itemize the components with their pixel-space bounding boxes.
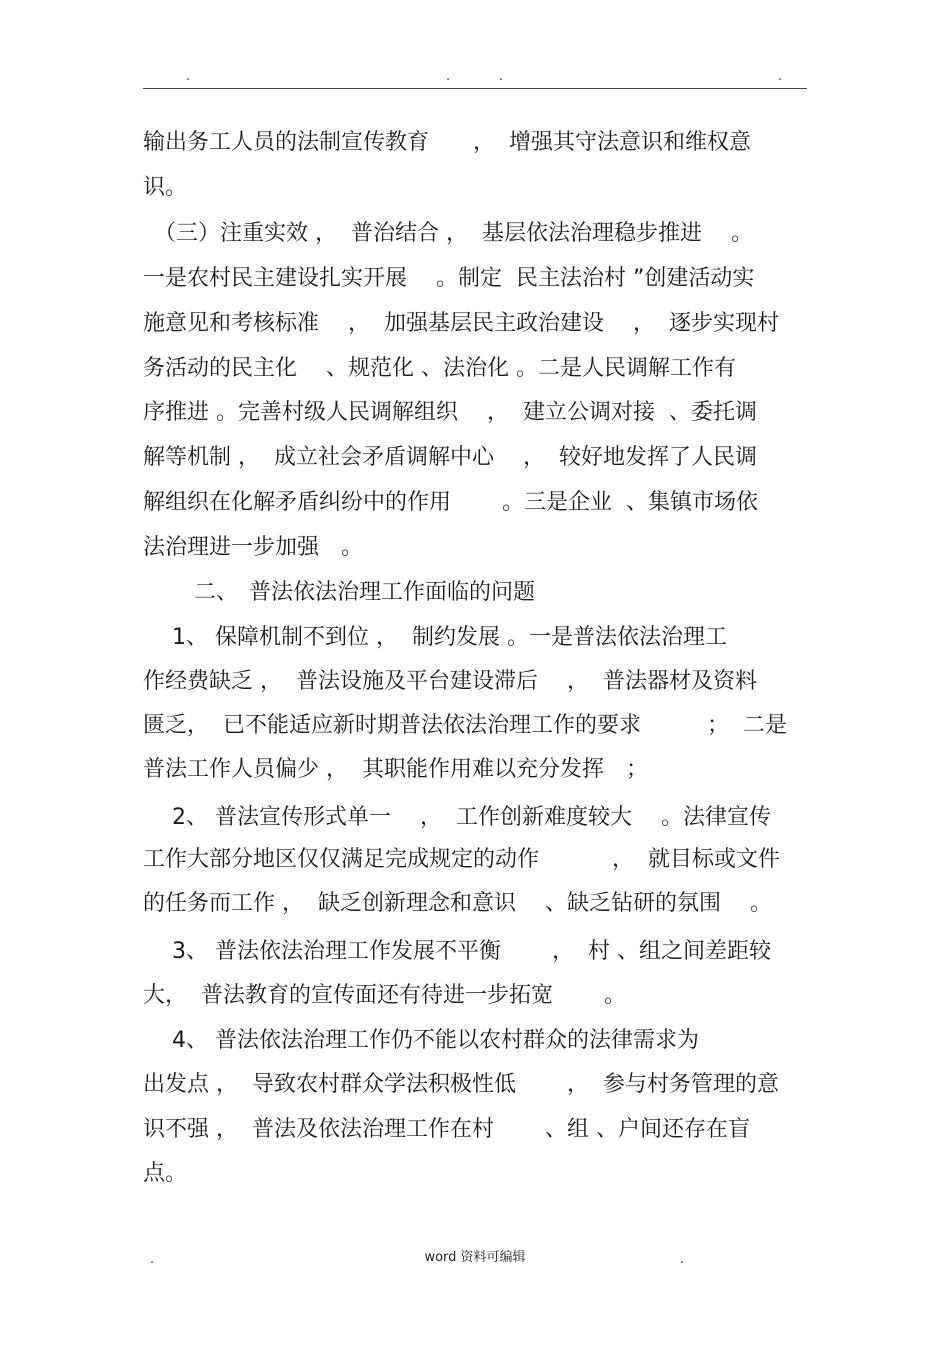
body-line: 作经费缺乏 ， 普法设施及平台建设滞后 ， 普法器材及资料 xyxy=(143,669,757,694)
header-dot: . xyxy=(778,69,783,84)
body-line: 输出务工人员的法制宣传教育 ， 增强其守法意识和维权意 xyxy=(143,130,751,155)
body-line: 识不强 ， 普法及依法治理工作在村 、组 、户间还存在盲 xyxy=(143,1117,750,1142)
body-line: 点。 xyxy=(143,1161,188,1186)
body-line: 4、 普法依法治理工作仍不能以农村群众的法律需求为 xyxy=(143,1028,699,1053)
body-line: 出发点 ， 导致农村群众学法积极性低 ， 参与村务管理的意 xyxy=(143,1072,779,1097)
header-rule xyxy=(143,88,807,89)
body-line: 解等机制 ， 成立社会矛盾调解中心 ， 较好地发挥了人民调 xyxy=(143,445,757,470)
body-line: 的任务而工作 ， 缺乏创新理念和意识 、缺乏钻研的氛围 。 xyxy=(143,891,772,916)
body-line: 序推进 。完善村级人民调解组织 ， 建立公调对接 、委托调 xyxy=(143,400,757,425)
header-dot: . xyxy=(499,69,504,84)
body-line: 解组织在化解矛盾纠纷中的作用 。三是企业 、集镇市场依 xyxy=(143,490,758,515)
body-line: 3、 普法依法治理工作发展不平衡 ， 村 、组之间差距较 xyxy=(143,939,771,964)
header-dot: . xyxy=(186,69,191,84)
body-line: 务活动的民主化 、规范化 、法治化 。二是人民调解工作有 xyxy=(143,356,736,381)
section-heading: （三）注重实效 ， 普治结合 ， 基层依法治理稳步推进 。 xyxy=(143,221,753,246)
body-line: 大， 普法教育的宣传面还有待进一步拓宽 。 xyxy=(143,983,626,1008)
body-line: 1、 保障机制不到位 ， 制约发展 。一是普法依法治理工 xyxy=(143,625,727,650)
header-dot: . xyxy=(446,69,451,84)
body-line: 施意见和考核标准 ， 加强基层民主政治建设 ， 逐步实现村 xyxy=(143,311,779,336)
body-line: 普法工作人员偏少 ， 其职能作用难以充分发挥 ； xyxy=(143,757,648,782)
body-line: 识。 xyxy=(143,175,188,200)
body-line: 匮乏， 已不能适应新时期普法依法治理工作的要求 ； 二是 xyxy=(143,713,787,738)
footer-caption: word 资料可编辑 xyxy=(424,1250,526,1265)
body-line: 一是农村民主建设扎实开展 。制定 民主法治村 ”创建活动实 xyxy=(143,266,755,291)
footer-dot: . xyxy=(150,1252,155,1267)
body-line: 2、 普法宣传形式单一 ， 工作创新难度较大 。法律宣传 xyxy=(143,805,771,830)
body-line: 工作大部分地区仅仅满足完成规定的动作 ， 就目标或文件 xyxy=(143,847,780,872)
body-line: 法治理进一步加强 。 xyxy=(143,535,364,560)
footer-dot: . xyxy=(680,1252,685,1267)
section-heading: 二、 普法依法治理工作面临的问题 xyxy=(143,580,535,605)
